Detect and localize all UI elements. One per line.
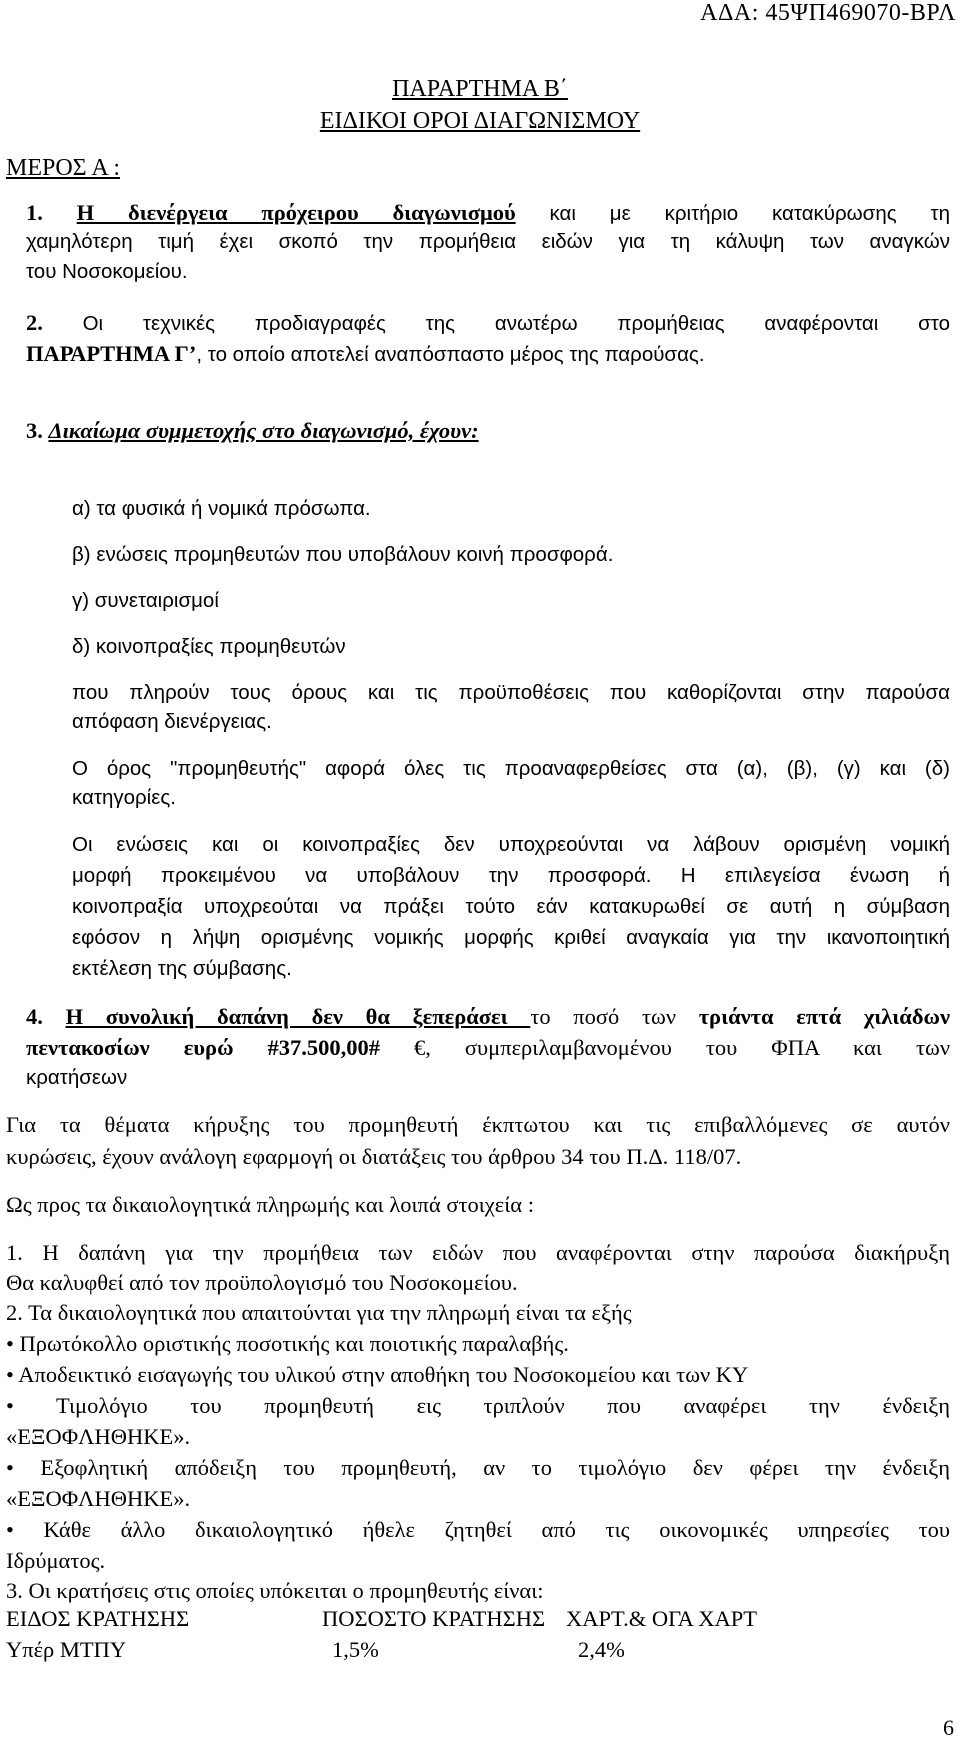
section-4-line-3: κρατήσεων (26, 1066, 128, 1089)
part-label-text: ΜΕΡΟΣ Α : (6, 155, 120, 181)
section-1-line-3: του Νοσοκομείου. (26, 260, 188, 283)
participant-b: β) ενώσεις προμηθευτών που υποβάλουν κοινή προσφορά. (72, 543, 614, 566)
payment-bullet-1: • Πρωτόκολλο οριστικής ποσοτικής και ποιοτικής παραλαβής. (6, 1331, 569, 1356)
annex-c-reference: ΠΑΡΑΡΤΗΜΑ Γ’ (26, 341, 197, 366)
section-4-number: 4. (26, 1004, 66, 1029)
section-2-line-1 (26, 310, 950, 336)
section-1-text: και με κριτήριο κατακύρωσης τη (515, 202, 950, 225)
payment-line-1: 1. Η δαπάνη για την προμήθεια των ειδών που αναφέρονται στην παρούσα διακήρυξη (6, 1240, 950, 1265)
section-3-para-3-line-5: εκτέλεση της σύμβασης. (72, 957, 292, 980)
annex-title (0, 76, 960, 103)
section-2-text-rest: , το οποίο αποτελεί αναπόσπαστο μέρος της παρούσας. (196, 343, 705, 366)
section-2-text: Οι τεχνικές προδιαγραφές της ανωτέρω προμήθειας αναφέρονται στο (82, 312, 950, 335)
payment-intro: Ως προς τα δικαιολογητικά πληρωμής και λοιπά στοιχεία : (6, 1192, 534, 1217)
part-label (6, 155, 950, 182)
section-3-para-3-line-4: εφόσον η λήψη ορισμένης νομικής μορφής κριθεί αναγκαία για την ικανοποιητική (72, 926, 950, 949)
payment-bullet-5-line-1: • Κάθε άλλο δικαιολογητικό ήθελε ζητηθεί από τις οικονομικές υπηρεσίες του (6, 1517, 950, 1542)
payment-bullet-3-line-1: • Τιμολόγιο του προμηθευτή εις τριπλούν που αναφέρει την ένδειξη (6, 1393, 950, 1418)
annex-subtitle (0, 108, 960, 135)
deductions-intro: 3. Οι κρατήσεις στις οποίες υπόκειται ο προμηθευτής είναι: (6, 1578, 544, 1603)
section-3-para-3-line-2: μορφή προκειμένου να υποβάλουν την προσφορά. Η επιλεγείσα ένωση ή (72, 864, 950, 887)
payment-bullet-3-line-2: «ΕΞΟΦΛΗΘΗΚΕ». (6, 1424, 191, 1449)
section-4-vat-text: €, συμπεριλαμβανομένου του ΦΠΑ και των (414, 1035, 950, 1060)
section-4-heading: Η συνολική δαπάνη δεν θα ξεπεράσει (65, 1004, 531, 1029)
annex-title-text: ΠΑΡΑΡΤΗΜΑ Β΄ (392, 76, 568, 102)
amount-in-words-2: πεντακοσίων ευρώ #37.500,00# (26, 1035, 415, 1060)
section-3-heading: Δικαίωμα συμμετοχής στο διαγωνισμό, έχουν: (48, 418, 479, 443)
payment-bullet-5-line-2: Ιδρύματος. (6, 1548, 106, 1573)
section-2-number: 2. (26, 310, 83, 335)
penalties-line-1: Για τα θέματα κήρυξης του προμηθευτή έκπτωτου και τις επιβαλλόμενες σε αυτόν (6, 1112, 950, 1137)
section-2-line-2 (26, 341, 950, 367)
page-number: 6 (943, 1715, 954, 1740)
section-4-text: το ποσό των (530, 1004, 699, 1029)
section-3-number: 3. (26, 418, 49, 443)
table-header-type: ΕΙΔΟΣ ΚΡΑΤΗΣΗΣ (6, 1606, 190, 1631)
annex-subtitle-text: ΕΙΔΙΚΟΙ ΟΡΟΙ ΔΙΑΓΩΝΙΣΜΟΥ (319, 108, 641, 134)
table-cell-rate: 1,5% (332, 1637, 379, 1662)
table-cell-stamp: 2,4% (578, 1637, 625, 1662)
section-3-para-1-line-1: που πληρούν τους όρους και τις προϋποθέσεις που καθορίζονται στην παρούσα (72, 681, 950, 704)
payment-bullet-4-line-1: • Εξοφλητική απόδειξη του προμηθευτή, αν το τιμολόγιο δεν φέρει την ένδειξη (6, 1455, 950, 1480)
participant-c: γ) συνεταιρισμοί (72, 589, 219, 612)
penalties-line-2: κυρώσεις, έχουν ανάλογη εφαρμογή οι διατάξεις του άρθρου 34 του Π.Δ. 118/07. (6, 1144, 742, 1169)
section-3-para-1-line-2: απόφαση διενέργειας. (72, 710, 272, 733)
table-cell-type: Υπέρ ΜΤΠΥ (6, 1637, 127, 1662)
section-3-para-2-line-1: Ο όρος "προμηθευτής" αφορά όλες τις προαναφερθείσες στα (α), (β), (γ) και (δ) (72, 757, 950, 780)
table-header-rate: ΠΟΣΟΣΤΟ ΚΡΑΤΗΣΗΣ (322, 1606, 546, 1631)
table-header-stamp: ΧΑΡΤ.& ΟΓΑ ΧΑΡΤ (566, 1606, 757, 1631)
payment-line-2: Θα καλυφθεί από τον προϋπολογισμό του Νοσοκομείου. (6, 1270, 518, 1295)
section-4-line-1 (26, 1004, 950, 1030)
amount-in-words-1: τριάντα επτά χιλιάδων (698, 1004, 950, 1029)
payment-bullet-2: • Αποδεικτικό εισαγωγής του υλικού στην αποθήκη του Νοσοκομείου και των ΚΥ (6, 1362, 749, 1387)
section-3-para-3-line-1: Οι ενώσεις και οι κοινοπραξίες δεν υποχρεούνται να λάβουν ορισμένη νομική (72, 833, 950, 856)
section-1-heading: Η διενέργεια πρόχειρου διαγωνισμού (76, 200, 516, 225)
section-1-number: 1. (26, 200, 77, 225)
section-1-line-1 (26, 200, 950, 226)
section-3-para-2-line-2: κατηγορίες. (72, 786, 176, 809)
section-3-para-3-line-3: κοινοπραξία υποχρεούται να πράξει τούτο εάν κατακυρωθεί σε αυτή η σύμβαση (72, 895, 950, 918)
document-id: ΑΔΑ: 45ΨΠ469070-ΒΡΛ (700, 0, 956, 26)
participant-d: δ) κοινοπραξίες προμηθευτών (72, 635, 346, 658)
payment-line-3: 2. Τα δικαιολογητικά που απαιτούνται για την πληρωμή είναι τα εξής (6, 1300, 632, 1325)
payment-bullet-4-line-2: «ΕΞΟΦΛΗΘΗΚΕ». (6, 1486, 191, 1511)
section-1-line-2: χαμηλότερη τιμή έχει σκοπό την προμήθεια ειδών για τη κάλυψη των αναγκών (26, 230, 950, 253)
section-4-line-2 (26, 1035, 950, 1061)
participant-a: α) τα φυσικά ή νομικά πρόσωπα. (72, 497, 371, 520)
section-3-heading-line (26, 418, 950, 444)
